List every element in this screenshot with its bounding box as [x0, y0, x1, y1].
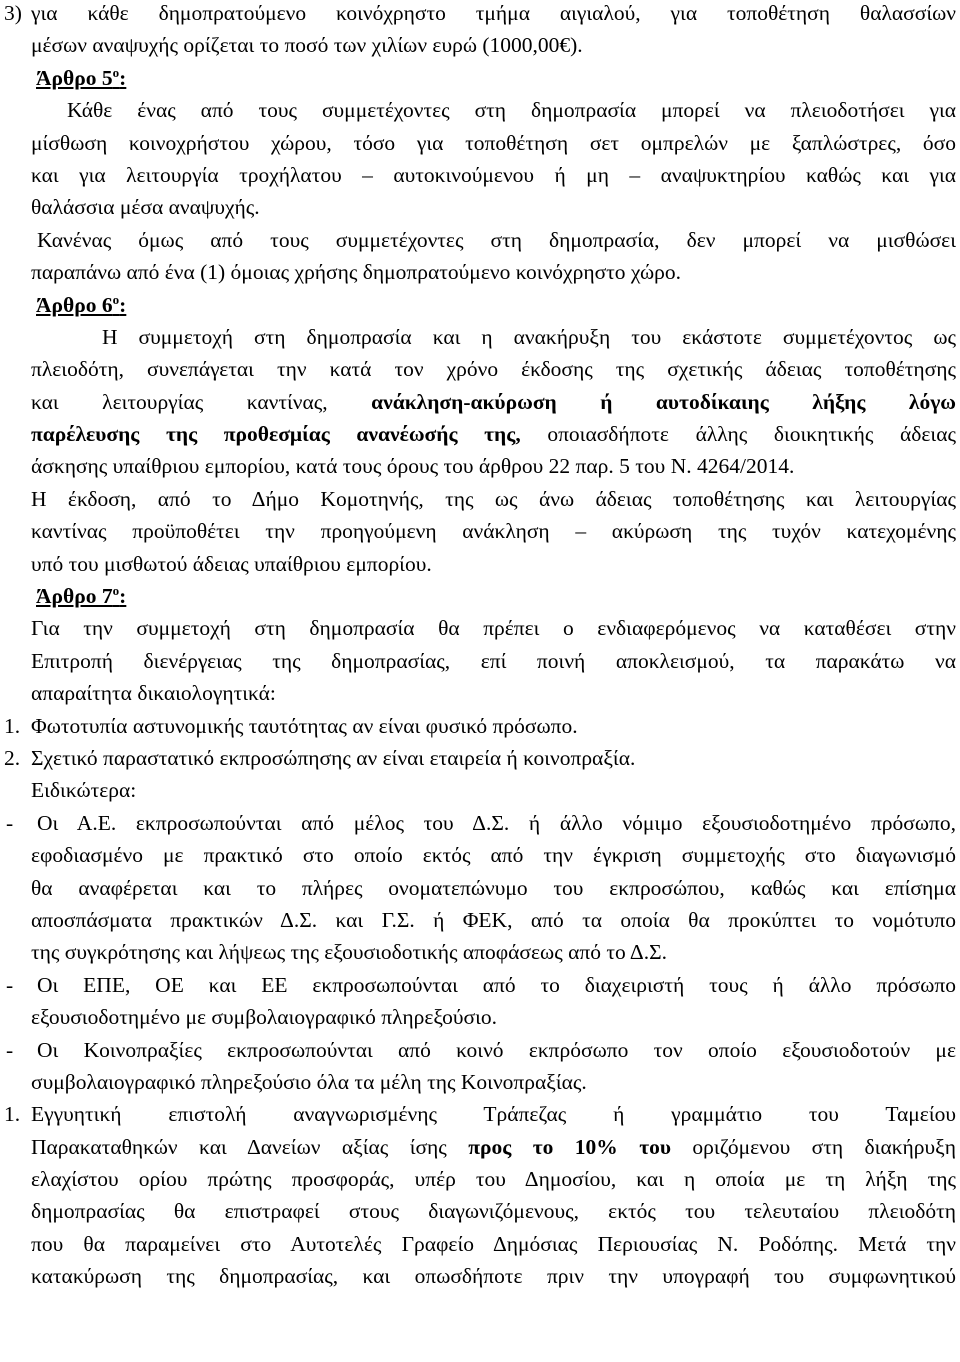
article7-heading-text: Άρθρο $7^o$: — [36, 582, 127, 609]
paragraph-line: υπό του μισθωτού άδειας υπαίθριου εμπορίου. — [31, 551, 432, 576]
paragraph-line: καντίνας προϋποθέτει την προηγούμενη ανάκληση – ακύρωση της τυχόν κατεχομένης — [31, 519, 956, 544]
paragraph-line: αποσπάσματα πρακτικών Δ.Σ. και Γ.Σ. ή ΦΕΚ, από τα οποία θα προκύπτει το νομότυπο — [31, 907, 956, 932]
article6-heading — [0, 289, 960, 321]
paragraph-line: Για την συμμετοχή στη δημοπρασία θα πρέπει ο ενδιαφερόμενος να καταθέσει στην — [31, 616, 956, 641]
paragraph-line: Κανένας όμως από τους συμμετέχοντες στη δημοπρασία, δεν μπορεί να μισθώσει — [37, 227, 956, 252]
paragraph-line: κατακύρωση της δημοπρασίας, και οπωσδήποτε πριν την υπογραφή του συμφωνητικού — [31, 1264, 956, 1289]
paragraph-line: και για λειτουργία τροχήλατου – αυτοκινούμενου ή μη – αναψυκτηρίου καθώς και για — [31, 162, 956, 187]
item3-text-1: για κάθε δημοπρατούμενο κοινόχρηστο τμήμα αιγιαλού, για τοποθέτηση θαλασσίων — [31, 1, 956, 25]
paragraph-line: Η συμμετοχή στη δημοπρασία και η ανακήρυξη του εκάστοτε συμμετέχοντος ως — [102, 324, 956, 349]
paragraph-line: απαραίτητα δικαιολογητικά: — [31, 681, 276, 706]
paragraph-line: άσκησης υπαίθριου εμπορίου, κατά τους όρους του άρθρου 22 παρ. 5 του Ν. 4264/2014. — [31, 454, 795, 479]
paragraph-line: Η έκδοση, από το Δήμο Κομοτηνής, της ως άνω άδειας τοποθέτησης και λειτουργίας — [31, 486, 956, 511]
dash-item: - Οι ΕΠΕ, ΟΕ και ΕΕ εκπροσωπούνται από το διαχειριστή τους ή άλλο πρόσωπο — [6, 972, 956, 997]
article6-heading-text: Άρθρο $6^o$: — [36, 291, 127, 317]
paragraph-line: θαλάσσια μέσα αναψυχής. — [31, 195, 260, 220]
paragraph-line: που θα παραμείνει στο Αυτοτελές Γραφείο Δημόσιας Περιουσίας Ν. Ροδόπης. Μετά την — [31, 1231, 956, 1256]
paragraph-line: Παρακαταθηκών και Δανείων αξίας ίσης προς το 10% του οριζόμενου στη διακήρυξη — [31, 1134, 956, 1159]
article7-heading — [0, 580, 960, 612]
paragraph-line: Κάθε ένας από τους συμμετέχοντες στη δημοπρασία μπορεί να πλειοδοτήσει για — [67, 98, 956, 123]
paragraph-line: θα αναφέρεται και το πλήρες ονοματεπώνυμο του εκπροσώπου, καθώς και επίσημα — [31, 875, 956, 900]
article5-heading — [0, 62, 960, 94]
paragraph-line: της συγκρότησης και λήψεως της εξουσιοδοτικής αποφάσεως από το Δ.Σ. — [31, 940, 667, 965]
paragraph-line: πλειοδότη, συνεπάγεται την κατά τον χρόνο έκδοσης της σχετικής άδειας τοποθέτησης — [31, 357, 956, 382]
item3-text-2: μέσων αναψυχής ορίζεται το ποσό των χιλίων ευρώ (1000,00€). — [31, 33, 583, 58]
list-item: 2. Σχετικό παραστατικό εκπροσώπησης αν είναι εταιρεία ή κοινοπραξία. — [4, 745, 636, 770]
paragraph-line: εξουσιοδοτημένο με συμβολαιογραφικό πληρεξούσιο. — [31, 1005, 498, 1030]
dash-item: - Οι Α.Ε. εκπροσωπούνται από μέλος του Δ.Σ. ή άλλο νόμιμο εξουσιοδοτημένο πρόσωπο, — [6, 810, 956, 835]
paragraph-line: δημοπρασίας θα επιστραφεί στους διαγωνιζόμενους, εκτός του τελευταίου πλειοδότη — [31, 1199, 956, 1224]
item3-number: 3) — [4, 1, 22, 25]
list-item: 1. Φωτοτυπία αστυνομικής ταυτότητας αν είναι φυσικό πρόσωπο. — [4, 713, 578, 738]
item3-line1 — [0, 0, 960, 29]
article5-heading-text: Άρθρο $5^o$: — [36, 64, 127, 90]
paragraph-line: και λειτουργίας καντίνας, ανάκληση-ακύρωση ή αυτοδίκαιης λήξης λόγω — [31, 389, 956, 414]
specifically-label: Ειδικώτερα: — [31, 778, 137, 803]
paragraph-line: εφοδιασμένο με πρακτικό στο οποίο εκτός από την έγκριση συμμετοχής στο διαγωνισμό — [31, 843, 956, 868]
paragraph-line: παρέλευσης της προθεσμίας ανανέωσής της, οποιασδήποτε άλλης διοικητικής άδειας — [31, 422, 956, 447]
dash-item: - Οι Κοινοπραξίες εκπροσωπούνται από κοινό εκπρόσωπο τον οποίο εξουσιοδοτούν με — [6, 1037, 956, 1062]
bold-phrase: παρέλευσης της προθεσμίας ανανέωσής της, — [31, 422, 521, 447]
paragraph-line: ελαχίστου ορίου πρώτης προσφοράς, υπέρ του Δημοσίου, και η οποία με τη λήξη της — [31, 1167, 956, 1192]
bold-phrase: προς το 10% του — [468, 1134, 672, 1159]
list-item: 1. Εγγυητική επιστολή αναγνωρισμένης Τράπεζας ή γραμμάτιο του Ταμείου — [4, 1102, 956, 1127]
paragraph-line: συμβολαιογραφικό πληρεξούσιο όλα τα μέλη της Κοινοπραξίας. — [31, 1069, 587, 1094]
paragraph-line: Επιτροπή διενέργειας της δημοπρασίας, επί ποινή αποκλεισμού, τα παρακάτω να — [31, 648, 956, 673]
paragraph-line: μίσθωση κοινοχρήστου χώρου, τόσο για τοποθέτηση σετ ομπρελών με ξαπλώστρες, όσο — [31, 130, 956, 155]
bold-phrase: ανάκληση-ακύρωση ή αυτοδίκαιης λήξης λόγω — [371, 389, 956, 414]
paragraph-line: παραπάνω από ένα (1) όμοιας χρήσης δημοπρατούμενο κοινόχρηστο χώρο. — [31, 260, 682, 285]
item3-line2 — [0, 29, 960, 61]
